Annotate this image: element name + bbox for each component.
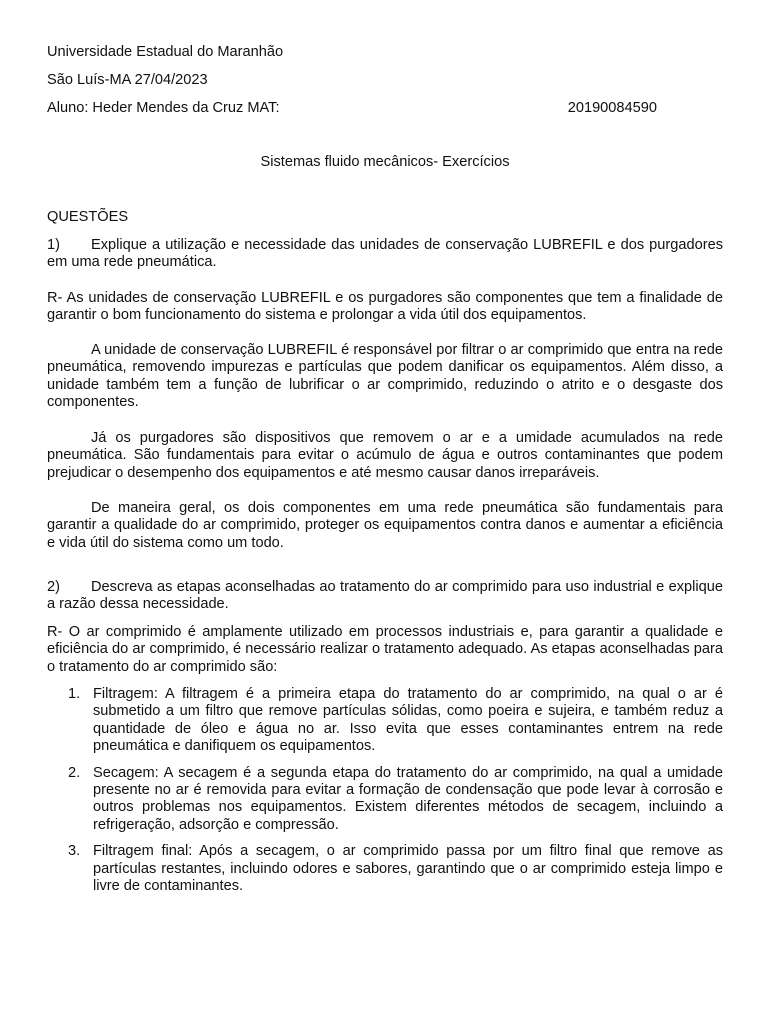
question-2-text: Descreva as etapas aconselhadas ao tratamento do ar comprimido para uso industrial e explique a razão dessa necessidade. bbox=[47, 579, 723, 613]
list-item bbox=[47, 686, 723, 756]
document-title: Sistemas fluido mecânicos- Exercícios bbox=[260, 154, 510, 170]
university-name: Universidade Estadual do Maranhão bbox=[47, 44, 284, 60]
list-item bbox=[47, 843, 723, 895]
question-1-text: Explique a utilização e necessidade das unidades de conservação LUBREFIL e dos purgadores em uma rede pneumática. bbox=[47, 237, 723, 271]
list-item-number: 3. bbox=[68, 843, 81, 860]
list-item bbox=[47, 765, 723, 835]
answer-1-paragraph-2: A unidade de conservação LUBREFIL é responsável por filtrar o ar comprimido que entra na rede pneumática, removendo impurezas e partículas que podem danificar os equipamentos. Além disso, a unidade também tem a função de lubrificar o ar comprimido, reduzindo o atrito e o desgaste dos componentes. bbox=[47, 342, 723, 411]
answer-1-paragraph-3: Já os purgadores são dispositivos que removem o ar e a umidade acumulados na rede pneumática. São fundamentais para evitar o acúmulo de água e outros contaminantes que podem prejudicar o desempenho dos equipamentos e até mesmo causar danos irreparáveis. bbox=[47, 430, 723, 481]
question-1-number: 1) bbox=[47, 237, 60, 253]
treatment-steps-list bbox=[47, 686, 723, 904]
list-item-number: 1. bbox=[68, 686, 81, 702]
student-label: Aluno: Heder Mendes da Cruz MAT: bbox=[47, 100, 280, 116]
question-1 bbox=[47, 237, 723, 272]
student-mat-number: 20190084590 bbox=[567, 100, 657, 116]
question-2-number: 2) bbox=[47, 579, 60, 595]
student-line bbox=[47, 100, 657, 117]
answer-1-paragraph-1: R- As unidades de conservação LUBREFIL e os purgadores são componentes que tem a finalidade de garantir o bom funcionamento do sistema e prolongar a vida útil dos equipamentos. bbox=[47, 290, 723, 324]
questions-heading: QUESTÕES bbox=[47, 209, 129, 225]
list-item-text: Filtragem final: Após a secagem, o ar comprimido passa por um filtro final que remove as partículas restantes, incluindo odores e sabores, garantindo que o ar comprimido esteja limpo e livre de contaminantes. bbox=[93, 843, 723, 895]
list-item-text: Filtragem: A filtragem é a primeira etapa do tratamento do ar comprimido, na qual o ar é submetido a um filtro que remove partículas sólidas, como poeira e sujeira, e também reduz a quantidade de óleo e água no ar. Isso evita que esses contaminantes entrem na rede pneumática e danifiquem os equipamentos. bbox=[93, 686, 723, 755]
list-item-text: Secagem: A secagem é a segunda etapa do tratamento do ar comprimido, na qual a umidade presente no ar é removida para evitar a formação de condensação que pode levar à corrosão e outros problemas nos equipamentos. Existem diferentes métodos de secagem, incluindo a refrigeração, adsorção e compressão. bbox=[93, 764, 723, 833]
answer-2-intro: R- O ar comprimido é amplamente utilizado em processos industriais e, para garantir a qualidade e eficiência do ar comprimido, é necessário realizar o tratamento adequado. As etapas aconselhadas para o tratamento do ar comprimido são: bbox=[47, 624, 723, 675]
list-item-number: 2. bbox=[68, 764, 81, 781]
place-date: São Luís-MA 27/04/2023 bbox=[47, 72, 208, 88]
answer-1-paragraph-4: De maneira geral, os dois componentes em uma rede pneumática são fundamentais para garantir a qualidade do ar comprimido, proteger os equipamentos contra danos e aumentar a eficiência e vida útil do sistema como um todo. bbox=[47, 500, 723, 551]
question-2 bbox=[47, 579, 723, 614]
